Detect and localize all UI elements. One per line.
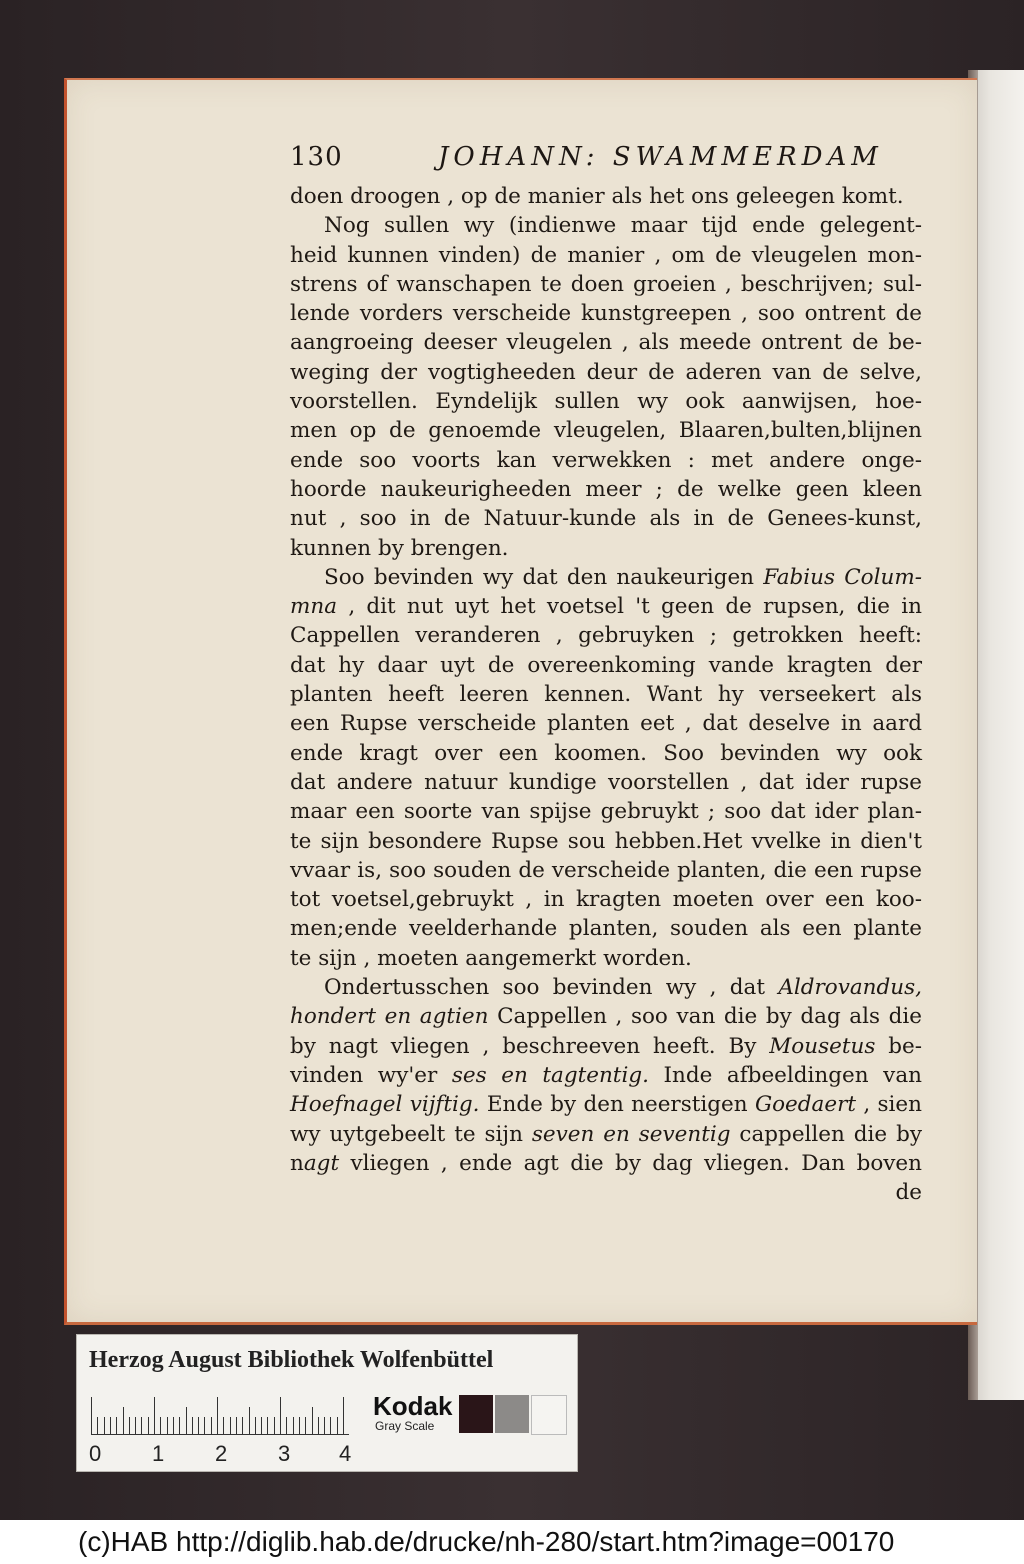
ruler-tick (167, 1417, 168, 1435)
ruler-tick (343, 1397, 344, 1435)
ruler-tick (255, 1417, 256, 1435)
text-line: weging der vogtigheeden deur de aderen van de selve, (290, 359, 922, 385)
text-line: hoorde naukeurigheeden meer ; de welke geen kleen (290, 476, 922, 502)
ruler-tick (110, 1417, 111, 1435)
kodak-logo: Kodak (373, 1391, 453, 1421)
text-line: planten heeft leeren kennen. Want hy verseekert als (290, 682, 922, 708)
ruler-tick (305, 1417, 306, 1435)
ruler-tick (173, 1417, 174, 1435)
ruler-tick (192, 1417, 193, 1435)
text-line: nut , soo in de Natuur-kunde als in de Genees-kunst, (290, 506, 922, 532)
running-title: JOHANN: SWAMMERDAM (438, 142, 883, 172)
source-credit: (c)HAB http://diglib.hab.de/drucke/nh-280/start.htm?image=00170 (78, 1526, 895, 1557)
text-line: maar een soorte van spijse gebruykt ; soo dat ider plan- (290, 799, 922, 825)
text-line: de (895, 1180, 922, 1206)
text-line: te sijn , moeten aangemerkt worden. (290, 945, 692, 971)
ruler-tick (293, 1417, 294, 1435)
text-line: by nagt vliegen , beschreeven heeft. By Mousetus be- (290, 1033, 922, 1059)
text-line: dat andere natuur kundige voorstellen , dat ider rupse (290, 769, 922, 795)
text-line: Nog sullen wy (indienwe maar tijd ende gelegent- (324, 213, 922, 239)
ruler (91, 1395, 349, 1435)
ruler-tick (230, 1417, 231, 1435)
ruler-tick (324, 1417, 325, 1435)
ruler-tick (242, 1417, 243, 1435)
ruler-tick (223, 1417, 224, 1435)
text-line: men op de genoemde vleugelen, Blaaren,bulten,blijnen (290, 418, 922, 444)
body-text (290, 182, 922, 1207)
text-line: doen droogen , op de manier als het ons geleegen komt. (290, 184, 904, 209)
text-line: te sijn besondere Rupse sou hebben.Het vvelke in dien't (290, 828, 922, 854)
text-line: Ondertusschen soo bevinden wy , dat Aldrovandus, (324, 975, 922, 1001)
ruler-number: 0 (89, 1441, 102, 1466)
ruler-number: 4 (339, 1441, 352, 1466)
ruler-number: 3 (278, 1441, 291, 1466)
ruler-tick (337, 1417, 338, 1435)
gray-scale-label: Gray Scale (375, 1419, 435, 1433)
gray-swatch-dark (459, 1395, 493, 1433)
text-line: ende soo voorts kan verwekken : met andere onge- (290, 447, 922, 473)
text-line: aangroeing deeser vleugelen , als meede ontrent de be- (290, 330, 922, 356)
text-line: tot voetsel,gebruykt , in kragten moeten over een koo- (290, 887, 922, 913)
text-line: men;ende veelderhande planten, souden als een plante (290, 916, 922, 942)
library-name: Herzog August Bibliothek Wolfenbüttel (89, 1347, 494, 1373)
ruler-tick (160, 1417, 161, 1435)
text-line: kunnen by brengen. (290, 535, 509, 561)
ruler-number: 1 (152, 1441, 165, 1466)
text-line: een Rupse verscheide planten eet , dat deselve in aard (290, 711, 922, 737)
ruler-tick (123, 1407, 124, 1435)
ruler-tick (299, 1417, 300, 1435)
ruler-tick (267, 1417, 268, 1435)
gray-swatch-mid (495, 1395, 529, 1433)
ruler-tick (211, 1417, 212, 1435)
ruler-number: 2 (215, 1441, 228, 1466)
ruler-tick (97, 1417, 98, 1435)
text-line: voorstellen. Eyndelijk sullen wy ook aanwijsen, hoe- (290, 389, 922, 415)
ruler-tick (217, 1397, 218, 1435)
ruler-tick (129, 1417, 130, 1435)
ruler-tick (198, 1417, 199, 1435)
ruler-tick (249, 1407, 250, 1435)
ruler-tick (236, 1417, 237, 1435)
ruler-tick (280, 1397, 281, 1435)
text-line: vvaar is, soo souden de verscheide planten, die een rupse (290, 857, 922, 883)
library-label (76, 1334, 578, 1472)
text-line: dat hy daar uyt de overeenkoming vande kragten der (290, 652, 922, 678)
ruler-tick (135, 1417, 136, 1435)
page-number: 130 (290, 142, 343, 172)
text-line: nagt vliegen , ende agt die by dag vliegen. Dan boven (290, 1150, 922, 1176)
text-line: lende vorders verscheide kunstgreepen , soo ontrent de (290, 301, 922, 327)
ruler-tick (330, 1417, 331, 1435)
ruler-tick (318, 1417, 319, 1435)
ruler-tick (286, 1417, 287, 1435)
ruler-tick (186, 1407, 187, 1435)
gray-swatch-light (531, 1395, 567, 1435)
ruler-tick (204, 1417, 205, 1435)
footer-bar (0, 1520, 1024, 1564)
text-line: wy uytgebeelt te sijn seven en seventig cappellen die by (290, 1121, 922, 1147)
text-line: mna , dit nut uyt het voetsel 't geen de rupsen, die in (290, 594, 922, 620)
ruler-tick (312, 1407, 313, 1435)
text-line: Hoefnagel vijftig. Ende by den neerstigen Goedaert , sien (290, 1092, 923, 1118)
ruler-tick (274, 1417, 275, 1435)
ruler-tick (261, 1417, 262, 1435)
text-line: hondert en agtien Cappellen , soo van die by dag als die (290, 1004, 922, 1030)
text-line: Cappellen veranderen , gebruyken ; getrokken heeft: (290, 623, 922, 649)
ruler-tick (104, 1417, 105, 1435)
text-line: vinden wy'er ses en tagtentig. Inde afbeeldingen van (290, 1062, 922, 1088)
ruler-tick (179, 1417, 180, 1435)
text-line: strens of wanschapen te doen groeien , beschrijven; sul- (290, 271, 922, 297)
page-header (290, 142, 920, 178)
ruler-tick (116, 1417, 117, 1435)
text-line: ende kragt over een koomen. Soo bevinden wy ook (290, 740, 922, 766)
ruler-tick (141, 1417, 142, 1435)
ruler-tick (148, 1417, 149, 1435)
ruler-tick (154, 1397, 155, 1435)
text-line: heid kunnen vinden) de manier , om de vleugelen mon- (290, 242, 922, 268)
ruler-tick (91, 1397, 92, 1435)
text-line: Soo bevinden wy dat den naukeurigen Fabius Colum- (324, 564, 923, 590)
